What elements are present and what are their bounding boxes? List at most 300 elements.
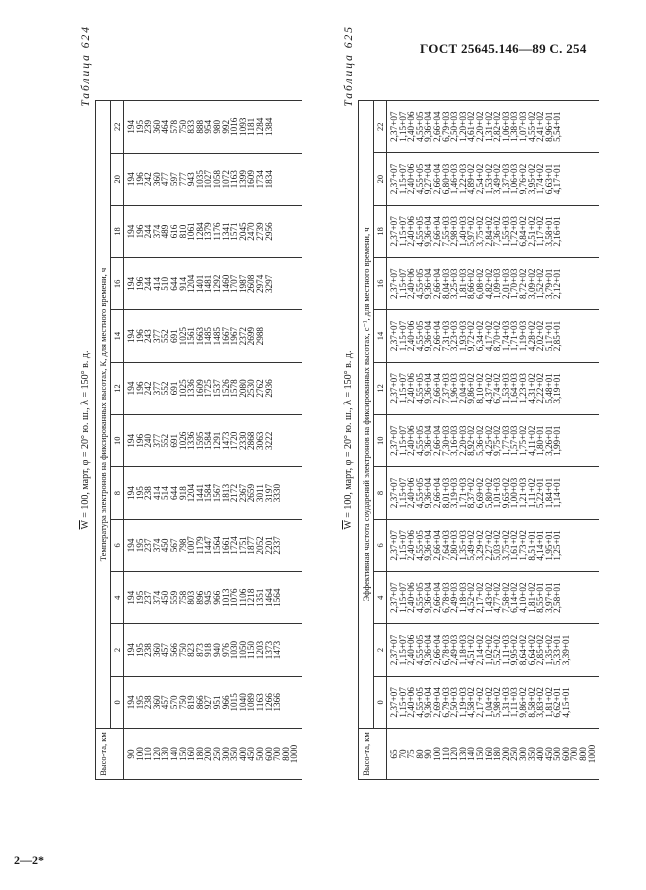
table-cell: 1,15+07 <box>397 111 408 142</box>
table-cell: 4,55+05 <box>414 268 425 299</box>
table-cell: 2,84+02 <box>483 216 494 247</box>
values-column <box>387 101 600 153</box>
table-cell: 1007 <box>186 536 197 555</box>
table-cell: 1179 <box>194 536 205 555</box>
table-cell: 2699 <box>246 326 257 346</box>
table-cell: 873 <box>194 643 205 657</box>
table-cell: 194 <box>126 329 136 344</box>
table-cell: 8,51+01 <box>526 530 537 561</box>
values-column <box>124 676 302 728</box>
values-column <box>387 153 600 205</box>
table-cell: 3330 <box>272 483 283 503</box>
table-cell: 2045 <box>237 222 248 241</box>
table-cell: 200 <box>203 747 214 761</box>
table-cell: 1,95+01 <box>543 530 554 561</box>
table-cell: 194 <box>126 695 136 710</box>
table-cell: 2,02+02 <box>535 320 546 352</box>
table-cell: 1,15+07 <box>397 320 408 352</box>
table-cell: 3,25+03 <box>449 268 460 299</box>
table-cell: 360 <box>151 643 162 657</box>
table-cell: 2936 <box>263 379 274 398</box>
table-cell: 195 <box>134 643 145 657</box>
table-cell: 500 <box>254 747 265 761</box>
table-cell: 1,31+02 <box>483 111 494 142</box>
table-cell: 4,31+02 <box>526 373 537 404</box>
table-cell: 400 <box>535 747 546 761</box>
table-cell: 196 <box>134 172 145 187</box>
table-title <box>343 100 354 780</box>
table-cell: 9,36+04 <box>423 320 434 352</box>
table-cell: 3,97+01 <box>543 582 554 613</box>
table-cell: 833 <box>186 119 197 134</box>
table-cell: 1,19+03 <box>517 320 528 352</box>
table-cell: 350 <box>229 747 240 761</box>
table-cell: 1163 <box>229 170 240 189</box>
table-cell: 374 <box>151 590 162 605</box>
table-cell: 6,79+03 <box>440 111 451 142</box>
hour-header: 6 <box>374 519 387 571</box>
table-cell: 9,36+04 <box>423 268 434 299</box>
table-cell: 360 <box>151 119 162 134</box>
table-cell: 194 <box>126 381 136 396</box>
table-cell: 242 <box>143 172 154 187</box>
table-cell: 2,54+02 <box>474 163 485 195</box>
table-cell: 758 <box>177 590 188 605</box>
hour-header: 8 <box>374 467 387 519</box>
table-cell: 239 <box>143 119 154 134</box>
table-cell: 1813 <box>220 483 231 503</box>
table-cell: 927 <box>203 695 214 710</box>
table-cell: 4,14+01 <box>535 530 546 561</box>
table-cell: 1447 <box>203 536 214 555</box>
table-cell: 2,22+02 <box>535 373 546 404</box>
table-cell: 377 <box>151 381 162 396</box>
table-cell: 4,77+02 <box>492 582 503 613</box>
table-cell: 1336 <box>186 431 197 450</box>
table-cell: 374 <box>151 538 162 553</box>
table-cell: 945 <box>203 590 214 605</box>
table-cell: 1,64+03 <box>509 373 520 404</box>
table-cell: 2080 <box>237 379 248 398</box>
table-cell: 1720 <box>229 431 240 450</box>
table-cell: 1000 <box>586 744 597 764</box>
table-cell: 2,98+03 <box>449 216 460 247</box>
table-cell: 691 <box>168 329 179 344</box>
table-624-block <box>80 25 320 780</box>
table-cell: 180 <box>492 747 503 761</box>
table-cell: 559 <box>168 590 179 605</box>
table-cell: 244 <box>143 276 154 291</box>
table-cell: 510 <box>160 276 171 291</box>
table-cell: 1373 <box>263 640 274 660</box>
table-cell: 2,80+03 <box>449 530 460 561</box>
table-cell: 2868 <box>246 431 257 450</box>
table-cell: 9,36+04 <box>423 687 434 718</box>
table-cell: 1877 <box>246 536 257 555</box>
table-cell: 377 <box>151 433 162 448</box>
table-cell: 966 <box>220 695 231 710</box>
table-cell: 3,09+02 <box>526 268 537 299</box>
table-title <box>80 100 91 780</box>
table-cell: 400 <box>237 747 248 761</box>
table-cell: 1,14+01 <box>552 477 563 509</box>
table-cell: 350 <box>526 747 537 761</box>
table-cell: 1663 <box>194 326 205 346</box>
hour-header: 14 <box>111 310 124 362</box>
table-cell: 3,16+03 <box>449 425 460 456</box>
table-cell: 1379 <box>203 222 214 241</box>
table-cell: 1106 <box>237 588 248 607</box>
table-cell: 3297 <box>263 274 274 294</box>
table-cell: 1734 <box>254 170 265 189</box>
table-cell: 65 <box>389 749 399 759</box>
table-cell: 360 <box>151 172 162 187</box>
table-cell: 2,41+02 <box>535 111 546 142</box>
table-cell: 1571 <box>229 222 240 241</box>
table-cell: 918 <box>177 486 188 500</box>
table-cell: 4,55+02 <box>526 111 537 142</box>
table-cell: 2,50+03 <box>449 111 460 142</box>
table-cell: 1266 <box>263 693 274 712</box>
table-cell: 300 <box>220 747 231 761</box>
table-cell: 4,55+05 <box>414 477 425 509</box>
values-column <box>387 676 600 728</box>
table-cell: 1,40+03 <box>457 216 468 247</box>
hour-header: 2 <box>374 624 387 676</box>
hours-row <box>374 101 387 780</box>
table-cell: 4,55+05 <box>414 163 425 195</box>
corner-header: Высо-та, км <box>359 729 387 780</box>
table-cell: 1284 <box>254 117 265 136</box>
table-cell: 951 <box>211 695 222 710</box>
table-cell: 2608 <box>246 274 257 294</box>
table-cell: 1,80+01 <box>535 425 546 456</box>
table-cell: 2,40+06 <box>406 216 417 247</box>
table-cell: 3,75+02 <box>474 216 485 247</box>
values-column <box>124 624 302 676</box>
table-cell: 450 <box>543 747 554 761</box>
table-cell: 1,84+01 <box>543 477 554 509</box>
values-column <box>387 519 600 571</box>
values-column <box>124 519 302 571</box>
table-cell: 195 <box>134 486 145 500</box>
table-cell: 2367 <box>237 483 248 503</box>
values-column <box>387 467 600 519</box>
table-cell: 242 <box>143 381 154 396</box>
table-cell: 5,54+01 <box>552 111 563 142</box>
table-cell: 940 <box>211 643 222 657</box>
values-column <box>124 205 302 257</box>
table-cell: 1,06+03 <box>500 111 511 142</box>
values-column <box>387 258 600 310</box>
table-cell: 1291 <box>211 431 222 450</box>
table-cell: 1564 <box>211 536 222 555</box>
hour-header: 6 <box>111 519 124 571</box>
table-cell: 6,84+02 <box>517 216 528 247</box>
table-caption: Температура электронов на фиксированных высотах, К, для местного времени, ч <box>96 101 111 729</box>
table-cell: 1,06+03 <box>509 163 520 195</box>
table-cell: 2,37+07 <box>389 425 399 456</box>
table-cell: 1584 <box>203 483 214 503</box>
table-cell: 966 <box>211 590 222 605</box>
table-625 <box>358 100 599 780</box>
table-cell: 1,75+02 <box>517 425 528 456</box>
table-cell: 1218 <box>246 588 257 607</box>
table-cell: 1609 <box>246 170 257 189</box>
table-cell: 1567 <box>211 483 222 503</box>
table-cell: 1526 <box>220 379 231 398</box>
table-cell: 9,36+04 <box>423 216 434 247</box>
table-cell: 4,17+01 <box>552 163 563 195</box>
table-cell: 6,34+02 <box>474 320 485 352</box>
table-cell: 1,74+02 <box>535 163 546 195</box>
table-cell: 1072 <box>220 170 231 189</box>
title-symbol: $\overline{W}$ <box>343 520 354 530</box>
table-cell: 4,51+02 <box>466 634 477 666</box>
table-cell: 9,36+04 <box>423 530 434 561</box>
table-cell: 4,55+05 <box>414 111 425 142</box>
table-cell: 4,15+01 <box>560 687 571 718</box>
table-cell: 6,14+02 <box>509 582 520 613</box>
table-cell: 1,19+03 <box>457 687 468 718</box>
table-cell: 8,04+03 <box>440 268 451 299</box>
table-cell: 1,72+03 <box>509 216 520 247</box>
table-cell: 195 <box>134 695 145 710</box>
table-cell: 914 <box>177 276 188 291</box>
table-cell: 90 <box>126 749 136 759</box>
table-cell: 1,21+03 <box>517 477 528 509</box>
table-cell: 120 <box>449 747 460 761</box>
hours-row <box>111 101 124 780</box>
hour-header: 4 <box>374 572 387 624</box>
table-cell: 1027 <box>203 170 214 189</box>
table-cell: 1,15+07 <box>397 163 408 195</box>
table-cell: 6,62+01 <box>552 687 563 718</box>
table-cell: 5,48+01 <box>543 373 554 404</box>
table-cell: 238 <box>143 695 154 710</box>
table-cell: 500 <box>552 747 563 761</box>
table-cell: 1,20+03 <box>457 111 468 142</box>
table-cell: 2,40+06 <box>406 111 417 142</box>
table-cell: 7,58+02 <box>500 582 511 613</box>
table-cell: 8,70+02 <box>492 320 503 352</box>
table-cell: 130 <box>457 747 468 761</box>
table-cell: 5,97+02 <box>466 216 477 247</box>
table-cell: 120 <box>151 747 162 761</box>
table-cell: 552 <box>160 381 171 396</box>
values-column <box>124 572 302 624</box>
table-cell: 194 <box>126 433 136 448</box>
table-cell: 1460 <box>220 274 231 294</box>
table-cell: 3,95+02 <box>526 163 537 195</box>
table-cell: 1751 <box>237 536 248 555</box>
table-cell: 8,92+02 <box>466 425 477 456</box>
table-cell: 810 <box>177 224 188 239</box>
table-cell: 360 <box>151 695 162 710</box>
table-cell: 2,49+03 <box>449 634 460 666</box>
table-cell: 7,55+03 <box>440 216 451 247</box>
table-cell: 2,40+06 <box>406 373 417 404</box>
table-cell: 1366 <box>272 693 283 712</box>
table-cell: 6,74+02 <box>492 373 503 404</box>
table-cell: 2,66+04 <box>431 530 442 561</box>
table-cell: 243 <box>143 329 154 344</box>
table-cell: 1,15+07 <box>397 634 408 666</box>
table-cell: 4,55+05 <box>414 373 425 404</box>
table-cell: 110 <box>143 747 154 761</box>
table-cell: 1,57+03 <box>509 425 520 456</box>
table-cell: 377 <box>151 329 162 344</box>
table-624 <box>95 100 302 780</box>
table-cell: 1,07+03 <box>517 111 528 142</box>
table-cell: 2,66+04 <box>431 634 442 666</box>
table-cell: 1040 <box>237 693 248 712</box>
table-cell: 691 <box>168 433 179 448</box>
table-cell: 3,19+03 <box>449 477 460 509</box>
table-cell: 1089 <box>246 693 257 712</box>
table-cell: 1834 <box>263 170 274 189</box>
table-cell: 1,15+07 <box>397 373 408 404</box>
table-cell: 1150 <box>246 641 257 660</box>
hour-header: 2 <box>111 624 124 676</box>
table-cell: 9,36+04 <box>423 634 434 666</box>
table-cell: 2,40+06 <box>406 477 417 509</box>
table-cell: 1,53+03 <box>500 373 511 404</box>
table-body-row <box>387 101 600 780</box>
hour-header: 0 <box>111 676 124 728</box>
table-cell: 1,55+03 <box>500 216 511 247</box>
table-cell: 1485 <box>211 326 222 346</box>
table-cell: 2,37+07 <box>389 373 399 404</box>
table-cell: 2,49+03 <box>449 582 460 613</box>
table-cell: 374 <box>151 224 162 239</box>
table-cell: 2,27+02 <box>483 530 494 561</box>
table-cell: 954 <box>203 119 214 134</box>
table-cell: 1,11+02 <box>526 477 537 509</box>
hour-header: 8 <box>111 467 124 519</box>
table-cell: 2,66+04 <box>431 268 442 299</box>
table-cell: 3,29+02 <box>474 530 485 561</box>
table-cell: 194 <box>126 224 136 239</box>
table-cell: 1,00+03 <box>509 477 520 509</box>
table-cell: 6,64+02 <box>526 634 537 666</box>
table-cell: 70 <box>397 749 408 759</box>
table-cell: 3063 <box>254 431 265 450</box>
table-cell: 3,23+03 <box>449 320 460 352</box>
table-cell: 2,50+03 <box>449 687 460 718</box>
table-cell: 8,72+02 <box>517 268 528 299</box>
table-cell: 8,01+03 <box>440 477 451 509</box>
table-cell: 1176 <box>211 222 222 241</box>
values-column <box>387 624 600 676</box>
table-cell: 238 <box>143 486 154 500</box>
table-cell: 600 <box>263 747 274 761</box>
table-cell: 1035 <box>194 170 205 189</box>
table-cell: 2337 <box>272 536 283 555</box>
values-column <box>124 310 302 362</box>
table-cell: 700 <box>272 747 283 761</box>
table-body-row <box>124 101 302 780</box>
table-cell: 2,40+06 <box>406 530 417 561</box>
table-cell: 943 <box>186 172 197 187</box>
table-cell: 195 <box>134 119 145 134</box>
table-cell: 2,40+06 <box>406 163 417 195</box>
table-cell: 1537 <box>211 379 222 398</box>
table-cell: 7,36+02 <box>492 216 503 247</box>
table-cell: 1026 <box>177 431 188 450</box>
table-cell: 4,55+05 <box>414 530 425 561</box>
table-cell: 2659 <box>246 483 257 503</box>
table-cell: 2330 <box>237 431 248 450</box>
table-number: Таблица 625 <box>343 25 355 107</box>
table-cell: 7,64+03 <box>440 530 451 561</box>
table-cell: 5,52+02 <box>492 634 503 666</box>
table-cell: 90 <box>423 749 434 759</box>
table-cell: 6,78+03 <box>440 634 451 666</box>
table-cell: 250 <box>509 747 520 761</box>
table-cell: 4,10+02 <box>517 582 528 613</box>
table-cell: 1473 <box>220 431 231 450</box>
table-cell: 2,58+01 <box>552 582 563 613</box>
values-column <box>387 362 600 414</box>
table-cell: 4,52+02 <box>466 582 477 613</box>
table-cell: 1292 <box>211 274 222 294</box>
table-cell: 2,66+04 <box>431 216 442 247</box>
table-cell: 5,80+02 <box>483 477 494 509</box>
table-cell: 5,98+02 <box>492 687 503 718</box>
table-cell: 196 <box>134 276 145 291</box>
table-cell: 1,31+03 <box>500 687 511 718</box>
hour-header: 0 <box>374 676 387 728</box>
table-cell: 1058 <box>211 170 222 189</box>
values-column <box>387 415 600 467</box>
table-cell: 2,40+06 <box>406 582 417 613</box>
table-cell: 4,55+05 <box>414 634 425 666</box>
table-cell: 1015 <box>229 693 240 712</box>
values-column <box>124 415 302 467</box>
table-cell: 1384 <box>263 117 274 136</box>
table-caption: Эффективная частота соударений электронов на фиксированных высотах, с⁻¹, для местного времени, ч <box>359 101 374 729</box>
table-cell: 578 <box>168 119 179 134</box>
table-cell: 1,99+01 <box>552 425 563 456</box>
table-cell: 2739 <box>254 222 265 241</box>
table-cell: 2,01+03 <box>500 268 511 299</box>
table-cell: 80 <box>414 749 425 759</box>
table-cell: 800 <box>578 747 589 761</box>
table-cell: 2,66+04 <box>431 111 442 142</box>
table-cell: 644 <box>168 276 179 291</box>
table-cell: 1,25+01 <box>552 530 563 561</box>
heights-column <box>124 729 302 780</box>
hour-header: 20 <box>374 153 387 205</box>
table-cell: 2,66+04 <box>431 163 442 195</box>
table-cell: 240 <box>143 433 154 448</box>
table-cell: 6,78+03 <box>440 582 451 613</box>
table-cell: 1,38+03 <box>509 111 520 142</box>
table-cell: 4,37+02 <box>483 373 494 404</box>
table-cell: 1,18+03 <box>457 634 468 666</box>
table-cell: 823 <box>186 643 197 657</box>
table-cell: 750 <box>177 643 188 657</box>
table-cell: 1016 <box>229 117 240 136</box>
table-cell: 9,36+04 <box>423 582 434 613</box>
table-cell: 2,82+02 <box>492 111 503 142</box>
table-cell: 2,66+04 <box>431 320 442 352</box>
table-cell: 100 <box>431 747 442 761</box>
table-cell: 2,40+06 <box>406 634 417 666</box>
table-cell: 1,73+02 <box>517 530 528 561</box>
table-cell: 1,81+02 <box>526 582 537 613</box>
